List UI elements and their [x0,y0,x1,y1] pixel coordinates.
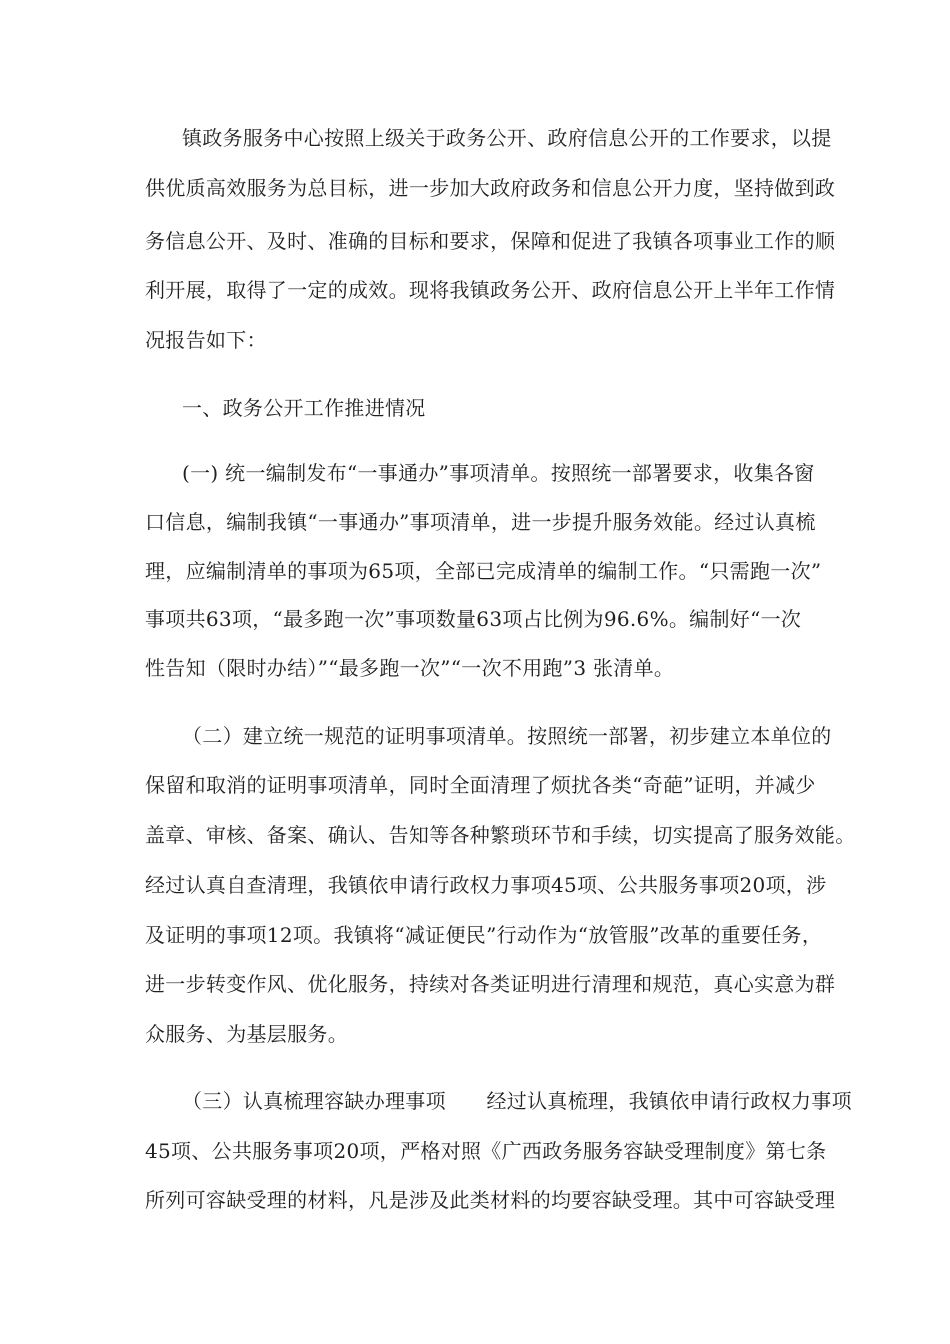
paragraph-line: 所列可容缺受理的材料，凡是涉及此类材料的均要容缺受理。其中可容缺受理 [145,1188,836,1212]
paragraph-line: （二）建立统一规范的证明事项清单。按照统一部署，初步建立本单位的 [182,724,832,748]
paragraph-line: 口信息，编制我镇“一事通办”事项清单，进一步提升服务效能。经过认真梳 [145,510,816,534]
paragraph-line: 及证明的事项12项。我镇将“减证便民”行动作为“放管服”改革的重要任务， [145,923,823,947]
paragraph-line: 供优质高效服务为总目标，进一步加大政府政务和信息公开力度，坚持做到政 [145,176,836,200]
paragraph-line: 镇政务服务中心按照上级关于政务公开、政府信息公开的工作要求，以提 [182,126,832,150]
paragraph-line: 理，应编制清单的事项为65项，全部已完成清单的编制工作。“只需跑一次” [145,559,822,583]
paragraph-line: 45项、公共服务事项20项，严格对照《广西政务服务容缺受理制度》第七条 [145,1139,827,1163]
paragraph-line: 保留和取消的证明事项清单，同时全面清理了烦扰各类“奇葩”证明，并减少 [145,773,816,797]
paragraph-line: 性告知（限时办结）”“最多跑一次”“一次不用跑”3 张清单。 [145,656,675,680]
paragraph-line: 务信息公开、及时、准确的目标和要求，保障和促进了我镇各项事业工作的顺 [145,229,836,253]
paragraph-line: 事项共63项，“最多跑一次”事项数量63项占比例为96.6%。编制好“一次 [145,607,802,631]
paragraph-line: 众服务、为基层服务。 [145,1022,348,1046]
paragraph-line: (一) 统一编制发布“一事通办”事项清单。按照统一部署要求，收集各窗 [182,461,815,485]
paragraph-line: 盖章、审核、备案、确认、告知等各种繁琐环节和手续，切实提高了服务效能。 [145,823,856,847]
section-heading: 一、政务公开工作推进情况 [182,396,426,420]
paragraph-line: 进一步转变作风、优化服务，持续对各类证明进行清理和规范，真心实意为群 [145,972,836,996]
paragraph-line: 况报告如下： [145,328,267,352]
paragraph-line: （三）认真梳理容缺办理事项 经过认真梳理，我镇依申请行政权力事项 [182,1089,852,1113]
paragraph-line: 经过认真自查清理，我镇依申请行政权力事项45项、公共服务事项20项，涉 [145,873,827,897]
paragraph-line: 利开展，取得了一定的成效。现将我镇政务公开、政府信息公开上半年工作情 [145,278,836,302]
